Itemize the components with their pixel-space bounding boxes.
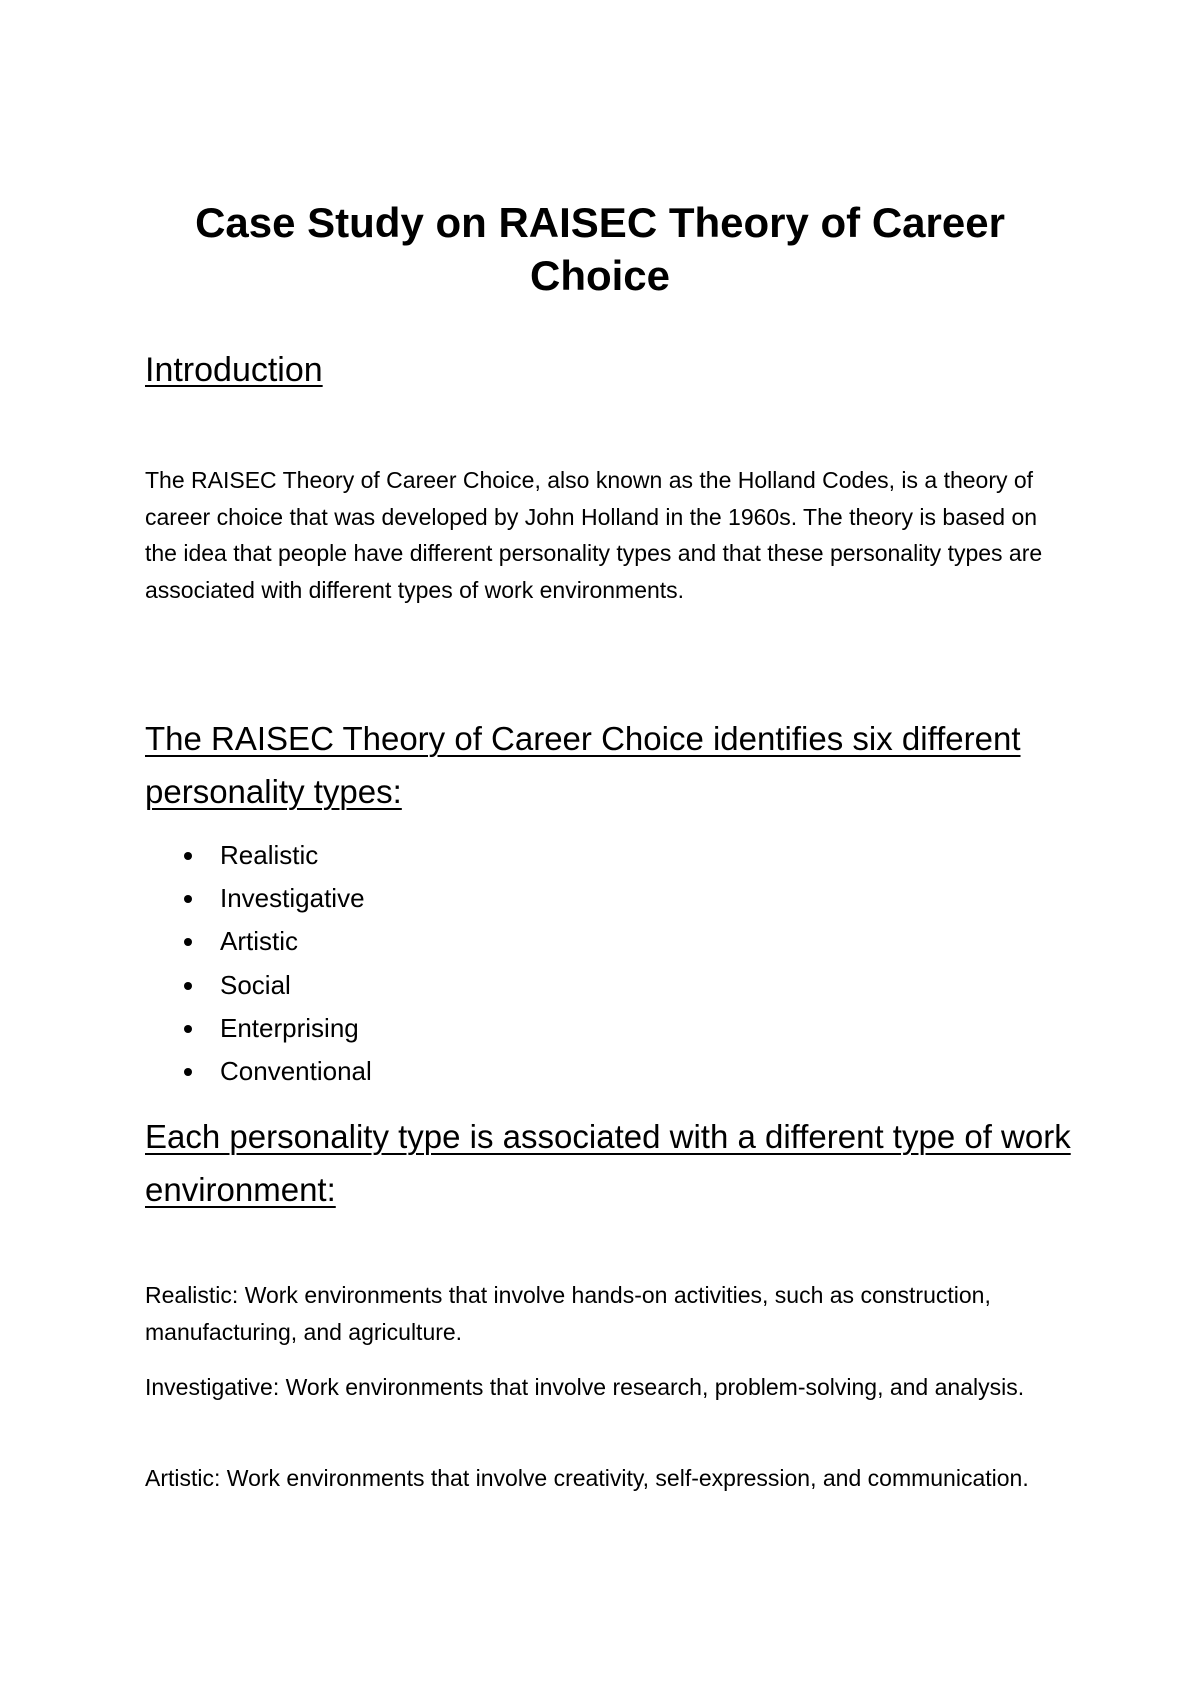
list-item-label: Realistic xyxy=(220,840,319,870)
work-environment-heading: Each personality type is associated with a different type of work environment: xyxy=(145,1118,1071,1208)
list-item-label: Artistic xyxy=(220,926,298,957)
bullet-icon xyxy=(184,1025,192,1033)
bullet-icon xyxy=(184,852,192,860)
bullet-icon xyxy=(184,1068,192,1076)
personality-types-heading: The RAISEC Theory of Career Choice identifies six different personality types: xyxy=(145,720,1021,810)
document-title: Case Study on RAISEC Theory of Career Choice xyxy=(195,199,1005,299)
list-item xyxy=(145,964,372,1007)
bullet-icon xyxy=(184,895,192,903)
introduction-heading: Introduction xyxy=(145,351,323,389)
list-item-label: Investigative xyxy=(220,883,365,914)
list-item xyxy=(145,920,372,963)
bullet-icon xyxy=(184,982,192,990)
list-item xyxy=(145,877,372,920)
investigative-environment-paragraph: Investigative: Work environments that involve research, problem-solving, and analysis. xyxy=(145,1374,1025,1400)
artistic-environment-paragraph: Artistic: Work environments that involve creativity, self-expression, and communication. xyxy=(145,1465,1029,1491)
list-item xyxy=(145,1007,372,1050)
list-item xyxy=(145,1050,372,1093)
list-item-label: Social xyxy=(220,969,291,1000)
list-item xyxy=(145,834,372,877)
introduction-paragraph: The RAISEC Theory of Career Choice, also known as the Holland Codes, is a theory of career choice that was developed by John Holland in the 1960s. The theory is based on the idea that people have different personality types and that these personality types are associated with different types of work environments. xyxy=(145,467,1043,603)
realistic-environment-paragraph: Realistic: Work environments that involve hands-on activities, such as construction, manufacturing, and agriculture. xyxy=(145,1282,991,1345)
bullet-icon xyxy=(184,938,192,946)
personality-types-list xyxy=(145,834,372,1093)
list-item-label: Conventional xyxy=(220,1055,372,1086)
list-item-label: Enterprising xyxy=(220,1012,359,1043)
